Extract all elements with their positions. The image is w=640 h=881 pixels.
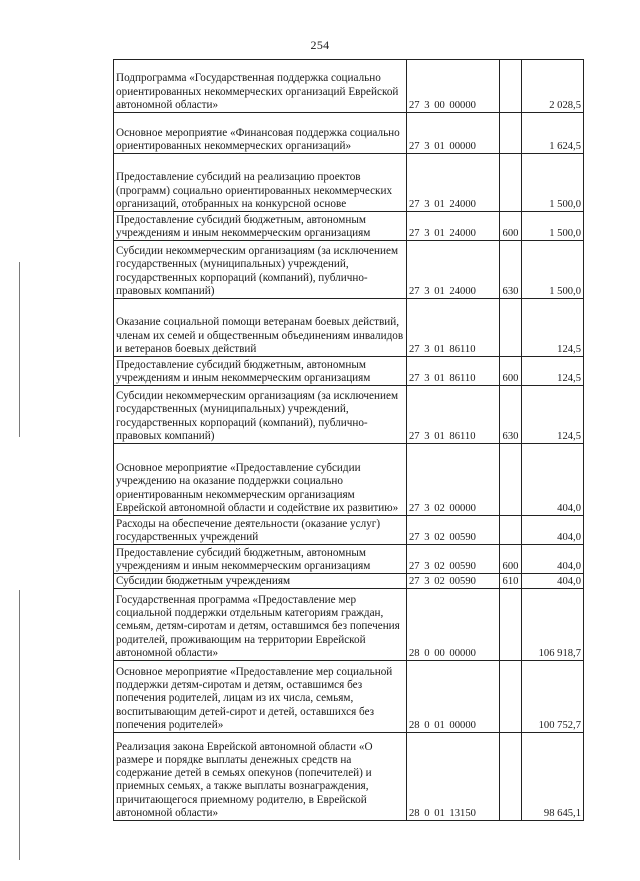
row-name: Расходы на обеспечение деятельности (оказание услуг) государственных учреждений — [114, 516, 407, 545]
row-name: Реализация закона Еврейской автономной области «О размере и порядке выплаты денежных средств на содержание детей в семьях опекунов (попечителей) и приемных семьях, а также выплаты вознаграждения, причитающегося приемному родителю, в Еврейской автономной области» — [114, 733, 407, 821]
table-row — [114, 661, 584, 733]
row-vr: 630 — [500, 241, 522, 299]
table-row — [114, 212, 584, 241]
row-sum: 404,0 — [522, 444, 584, 516]
row-vr: 600 — [500, 212, 522, 241]
row-code: 27 3 01 86110 — [407, 386, 500, 444]
table-row — [114, 241, 584, 299]
row-vr — [500, 154, 522, 212]
row-name: Подпрограмма «Государственная поддержка социально ориентированных некоммерческих организаций Еврейской автономной области» — [114, 60, 407, 113]
row-sum: 106 918,7 — [522, 589, 584, 661]
row-code: 27 3 01 86110 — [407, 299, 500, 357]
row-vr — [500, 444, 522, 516]
table-row — [114, 733, 584, 821]
row-vr: 610 — [500, 574, 522, 589]
row-name: Оказание социальной помощи ветеранам боевых действий, членам их семей и общественным объединениям инвалидов и ветеранов боевых действий — [114, 299, 407, 357]
row-code: 27 3 02 00590 — [407, 574, 500, 589]
row-name: Субсидии некоммерческим организациям (за исключением государственных (муниципальных) учреждений, государственных корпораций (компаний), публично-правовых компаний) — [114, 386, 407, 444]
row-sum: 100 752,7 — [522, 661, 584, 733]
row-name: Предоставление субсидий бюджетным, автономным учреждениям и иным некоммерческим организациям — [114, 545, 407, 574]
row-name: Субсидии бюджетным учреждениям — [114, 574, 407, 589]
row-code: 27 3 02 00000 — [407, 444, 500, 516]
row-code: 27 3 01 00000 — [407, 113, 500, 154]
margin-line — [19, 262, 20, 437]
row-vr — [500, 589, 522, 661]
row-code: 27 3 01 24000 — [407, 212, 500, 241]
row-vr — [500, 299, 522, 357]
row-vr — [500, 113, 522, 154]
row-name: Предоставление субсидий бюджетным, автономным учреждениям и иным некоммерческим организациям — [114, 357, 407, 386]
row-name: Основное мероприятие «Предоставление мер социальной поддержки детям-сиротам и детям, оставшимся без попечения родителей, лицам из их числа, семьям, воспитывающим детей-сирот и детей, оставшихся без попечения родителей» — [114, 661, 407, 733]
margin-line — [19, 590, 20, 860]
row-vr — [500, 60, 522, 113]
row-sum: 1 624,5 — [522, 113, 584, 154]
table-row — [114, 574, 584, 589]
row-name: Предоставление субсидий на реализацию проектов (программ) социально ориентированных некоммерческих организаций, отобранных на конкурсной основе — [114, 154, 407, 212]
table-row — [114, 113, 584, 154]
row-sum: 1 500,0 — [522, 212, 584, 241]
table-row — [114, 60, 584, 113]
row-vr — [500, 733, 522, 821]
row-name: Субсидии некоммерческим организациям (за исключением государственных (муниципальных) учреждений, государственных корпораций (компаний), публично-правовых компаний) — [114, 241, 407, 299]
row-code: 27 3 02 00590 — [407, 516, 500, 545]
table-row — [114, 154, 584, 212]
row-code: 28 0 01 00000 — [407, 661, 500, 733]
row-code: 27 3 01 24000 — [407, 154, 500, 212]
row-vr — [500, 661, 522, 733]
table-row — [114, 299, 584, 357]
row-sum: 98 645,1 — [522, 733, 584, 821]
table-row — [114, 545, 584, 574]
row-sum: 404,0 — [522, 545, 584, 574]
row-sum: 124,5 — [522, 299, 584, 357]
row-vr — [500, 516, 522, 545]
row-name: Предоставление субсидий бюджетным, автономным учреждениям и иным некоммерческим организациям — [114, 212, 407, 241]
row-sum: 404,0 — [522, 516, 584, 545]
row-name: Основное мероприятие «Финансовая поддержка социально ориентированных некоммерческих организаций» — [114, 113, 407, 154]
row-sum: 124,5 — [522, 357, 584, 386]
table-row — [114, 444, 584, 516]
row-sum: 404,0 — [522, 574, 584, 589]
row-sum: 124,5 — [522, 386, 584, 444]
page-number: 254 — [310, 38, 330, 52]
row-code: 27 3 01 24000 — [407, 241, 500, 299]
row-vr: 600 — [500, 545, 522, 574]
row-sum: 1 500,0 — [522, 241, 584, 299]
row-name: Государственная программа «Предоставление мер социальной поддержки отдельным категориям граждан, семьям, детям-сиротам и детям, оставшимся без попечения родителей, проживающим на территории Еврейской автономной области» — [114, 589, 407, 661]
row-sum: 2 028,5 — [522, 60, 584, 113]
table-row — [114, 386, 584, 444]
row-code: 27 3 00 00000 — [407, 60, 500, 113]
row-vr: 600 — [500, 357, 522, 386]
budget-table — [113, 59, 584, 821]
row-vr: 630 — [500, 386, 522, 444]
row-code: 27 3 01 86110 — [407, 357, 500, 386]
table-row — [114, 516, 584, 545]
table-row — [114, 589, 584, 661]
row-sum: 1 500,0 — [522, 154, 584, 212]
table-row — [114, 357, 584, 386]
row-code: 28 0 01 13150 — [407, 733, 500, 821]
row-name: Основное мероприятие «Предоставление субсидии учреждению на оказание поддержки социально ориентированным некоммерческим организациям Еврейской автономной области и содействие их развитию» — [114, 444, 407, 516]
row-code: 28 0 00 00000 — [407, 589, 500, 661]
row-code: 27 3 02 00590 — [407, 545, 500, 574]
